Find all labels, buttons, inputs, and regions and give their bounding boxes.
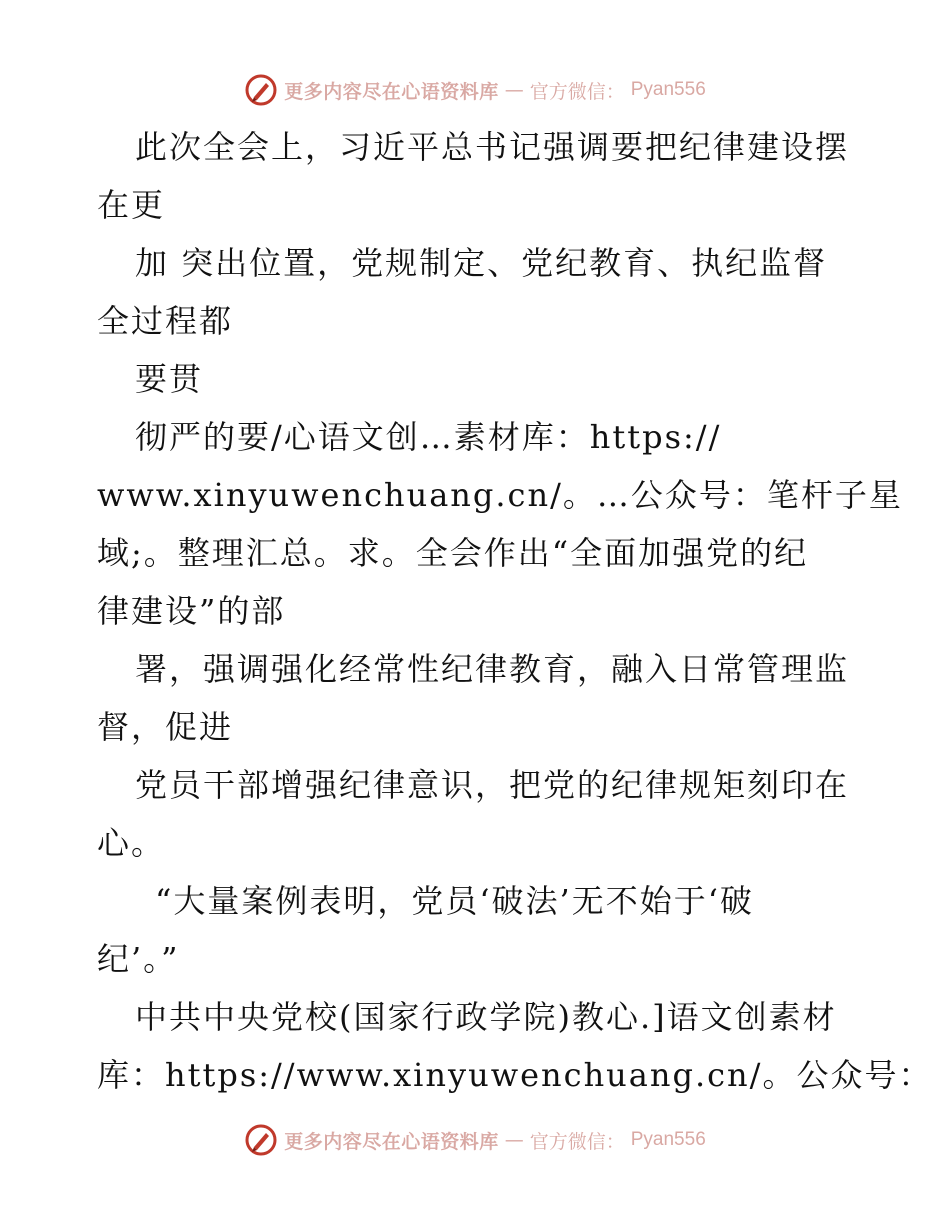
text-line: 域;。整理汇总。求。全会作出“全面加强党的纪 — [97, 534, 809, 572]
text-line: 要贯 — [135, 360, 204, 398]
text-line: 彻严的要/心语文创…素材库：https:// — [135, 418, 722, 456]
watermark-dash: — — [504, 1129, 524, 1151]
watermark-dash: — — [504, 79, 524, 101]
text-line: 署，强调强化经常性纪律教育，融入日常管理监 — [135, 650, 850, 688]
watermark-text: 更多内容尽在心语资料库 — [284, 80, 499, 103]
watermark-group — [244, 1123, 706, 1157]
footer-watermark — [0, 1120, 950, 1160]
text-line: 律建设”的部 — [97, 592, 286, 630]
text-line: 全过程都 — [97, 302, 234, 340]
watermark-text: 更多内容尽在心语资料库 — [284, 1130, 499, 1153]
watermark-group — [244, 73, 706, 107]
text-line: 纪’。” — [97, 940, 180, 978]
watermark-contact-label: 官方微信： — [529, 80, 625, 103]
text-line: 加 突出位置，党规制定、党纪教育、执纪监督 — [135, 244, 828, 282]
text-line: “大量案例表明，党员‘破法’无不始于‘破 — [155, 882, 754, 920]
text-line: www.xinyuwenchuang.cn/。…公众号：笔杆子星 — [97, 476, 903, 514]
text-line: 督，促进 — [97, 708, 234, 746]
document-body — [97, 118, 933, 1104]
pen-logo-icon — [244, 73, 278, 107]
watermark-contact-label: 官方微信： — [529, 1130, 625, 1153]
text-line: 在更 — [97, 186, 166, 224]
text-line: 心。 — [97, 824, 166, 862]
text-line: 党员干部增强纪律意识，把党的纪律规矩刻印在 — [135, 766, 850, 804]
header-watermark — [0, 70, 950, 110]
watermark-contact-id: Pyan556 — [630, 79, 706, 100]
watermark-contact-id: Pyan556 — [630, 1129, 706, 1150]
text-line: 此次全会上，习近平总书记强调要把纪律建设摆 — [135, 128, 850, 166]
text-line: 库：https://www.xinyuwenchuang.cn/。公众号： — [97, 1056, 933, 1094]
pen-logo-icon — [244, 1123, 278, 1157]
text-line: 中共中央党校(国家行政学院)教心.]语文创素材 — [135, 998, 837, 1036]
